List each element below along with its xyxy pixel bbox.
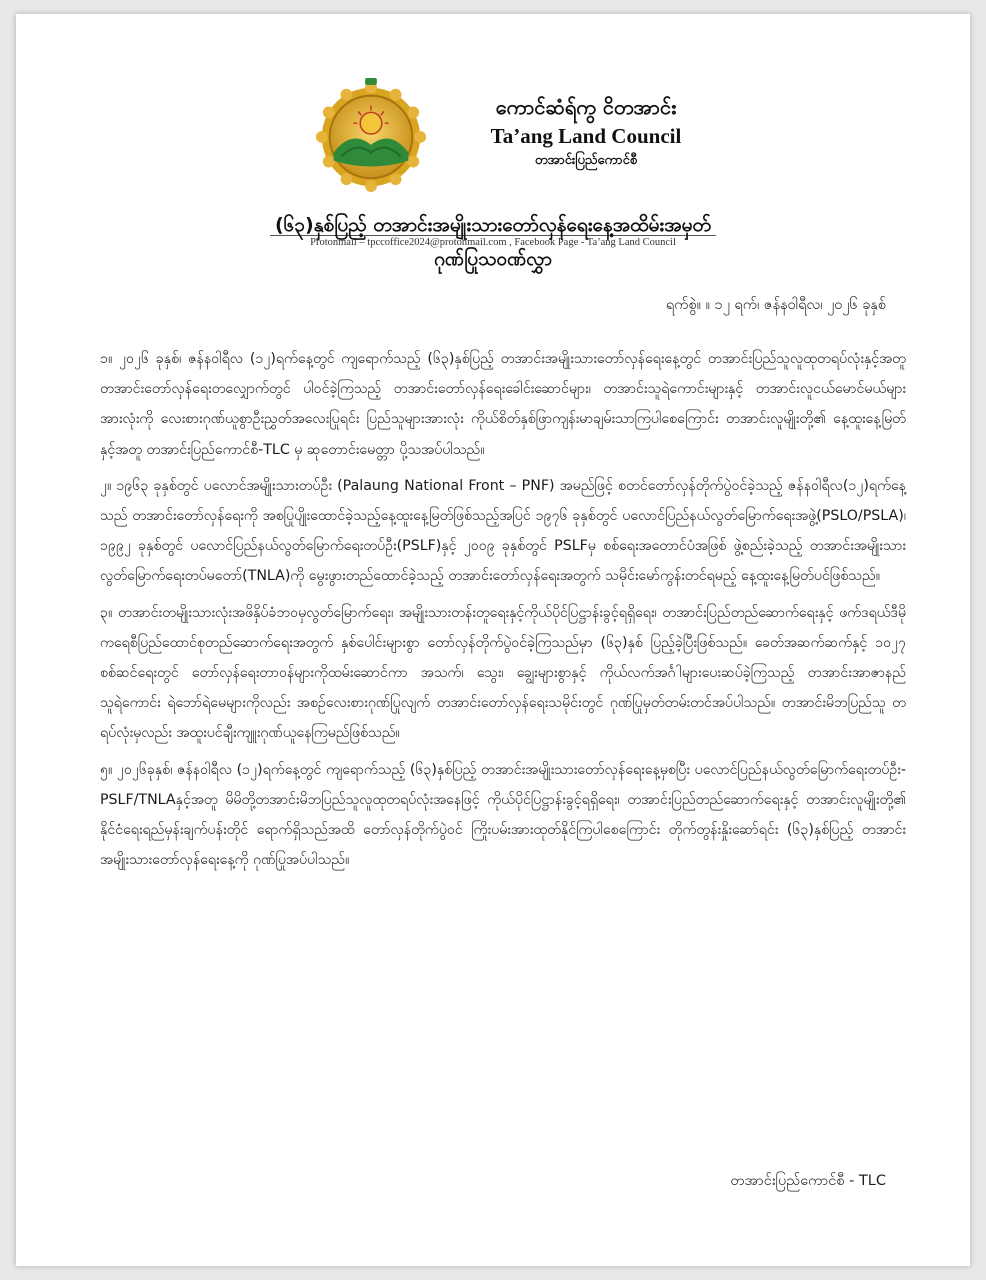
date-reference: ရက်စွဲ။ ။ ၁၂ ရက်၊ ဇန်နဝါရီလ၊ ၂၀၂၆ ခုနှစ် (665, 297, 886, 313)
paragraph-2: ၂။ ၁၉၆၃ ခုနှစ်တွင် ပလောင်အမျိုးသားတပ်ဦး (Palaung National Front – PNF) အမည်ဖြင့် စတင်တော်လှန်တိုက်ပွဲဝင်ခဲ့သည့် ဇန်နဝါရီလ(၁၂)ရက်နေ့သည် တအာင်းတော်လှန်ရေးကို အစပြုပျိုးထောင်ခဲ့သည့်နေ့ထူးနေ့မြတ်ဖြစ်သည့်အပြင် ၁၉၇၆ ခုနှစ်တွင် ပလောင်ပြည်နယ်လွတ်မြောက်ရေးအဖွဲ့(PSLO/PSLA)၊ ၁၉၉၂ ခုနှစ်တွင် ပလောင်ပြည်နယ်လွတ်မြောက်ရေးတပ်ဦး(PSLF)နှင့် ၂၀၀၉ ခုနှစ်တွင် PSLFမှ စစ်ရေးအတောင်ပံအဖြစ် ဖွဲ့စည်းခဲ့သည့် တအာင်းအမျိုးသားလွတ်မြောက်ရေးတပ်မတော်(TNLA)ကို မွေးဖွားတည်ထောင်ခဲ့သည့် တအာင်းတော်လှန်ရေးအတွက် သမိုင်းမော်ကွန်းတင်ရမည့် နေ့ထူးနေ့မြတ်ပင်ဖြစ်သည်။ (100, 477, 906, 585)
title-line-2: ဂုဏ်ပြုသဝဏ်လွှာ (434, 248, 552, 270)
council-seal-icon (312, 76, 430, 194)
signature-line: တအာင်းပြည်ကောင်စီ - TLC (730, 1173, 886, 1189)
document-body (100, 344, 906, 881)
paragraph-3: ၃။ တအာင်းတမျိုးသားလုံးအဖိနှိပ်ခံဘဝမှလွတ်မြောက်ရေး၊ အမျိုးသားတန်းတူရေးနှင့်ကိုယ်ပိုင်ပြဋ္ဌာန်းခွင့်ရရှိရေး၊ တအာင်းပြည်တည်ဆောက်ရေးနှင့် ဖက်ဒရယ်ဒီမိုကရေစီပြည်ထောင်စုတည်ဆောက်ရေးအတွက် နှစ်ပေါင်းများစွာ တော်လှန်တိုက်ပွဲဝင်ခဲ့ကြသည်မှာ (၆၃)နှစ် ပြည့်ခဲ့ပြီးဖြစ်သည်။ ခေတ်အဆက်ဆက်နှင့် ၁၀၂၇ စစ်ဆင်ရေးတွင် တော်လှန်ရေးတာဝန်များကိုထမ်းဆောင်ကာ အသက်၊ သွေး၊ ချွေးများစွာနှင့် ကိုယ်လက်အင်္ဂါများပေးဆပ်ခဲ့ကြသည့် တအာင်းအာဇာနည်သူရဲကောင်း ရဲဘော်ရဲမေများကိုလည်း အစဉ်လေးစားဂုဏ်ပြုလျက် တအာင်းတော်လှန်ရေးသမိုင်းတွင် ဂုဏ်ပြုမှတ်တမ်းတင်အပ်ပါသည်။ တအာင်းမိဘပြည်သူ တရပ်လုံးမှလည်း အထူးပင်ချီးကျူးဂုဏ်ယူနေကြမည်ဖြစ်သည်။ (100, 604, 906, 742)
contact-line: Protonmail – tpccoffice2024@protonmail.com , Facebook Page - Ta’ang Land Council (310, 237, 676, 248)
paragraph-4: ၅။ ၂၀၂၆ခုနှစ်၊ ဇန်နဝါရီလ (၁၂)ရက်နေ့တွင် ကျရောက်သည့် (၆၃)နှစ်ပြည့် တအာင်းအမျိုးသားတော်လှန်ရေးနေ့မှစပြီး ပလောင်ပြည်နယ်လွတ်မြောက်ရေးတပ်ဦး-PSLF/TNLAနှင့်အတူ မိမိတို့တအာင်းမိဘပြည်သူလူထုတရပ်လုံးအနေဖြင့် ကိုယ်ပိုင်ပြဋ္ဌာန်းခွင့်ရရှိရေး၊ တအာင်းပြည်တည်ဆောက်ရေးနှင့် တအာင်းလူမျိုးတို့၏ နိုင်ငံရေးရည်မှန်းချက်ပန်းတိုင် ရောက်ရှိသည်အထိ တော်လှန်တိုက်ပွဲဝင် ကြိုးပမ်းအားထုတ်နိုင်ကြပါစေကြောင်း တိုက်တွန်းနှိုးဆော်ရင်း (၆၃)နှစ်ပြည့် တအာင်းအမျိုးသားတော်လှန်ရေးနေ့ကို ဂုဏ်ပြုအပ်ပါသည်။ (100, 761, 906, 869)
title-line-1: (၆၃)နှစ်ပြည့် တအာင်းအမျိုးသားတော်လှန်ရေးနေ့အထိမ်းအမှတ် (275, 214, 711, 236)
organization-name (456, 92, 716, 172)
org-name-myanmar-secondary: တအာင်းပြည်ကောင်စီ (534, 153, 638, 168)
org-name-myanmar: ကောင်ဆံရ်ကွ ငိတအာင်း (495, 95, 677, 119)
paragraph-1: ၁။ ၂၀၂၆ ခုနှစ်၊ ဇန်နဝါရီလ (၁၂)ရက်နေ့တွင် ကျရောက်သည့် (၆၃)နှစ်ပြည့် တအာင်းအမျိုးသားတော်လှန်ရေးနေ့တွင် တအာင်းပြည်သူလူထုတရပ်လုံးနှင့်အတူ တအာင်းတော်လှန်ရေးတလျှောက်တွင် ပါဝင်ခဲ့ကြသည့် တအာင်းတော်လှန်ရေးခေါင်းဆောင်များ၊ တအာင်းသူရဲကောင်းများနှင့် တအာင်းလူငယ်မောင်မယ်များအားလုံးကို လေးစားဂုဏ်ယူစွာဦးညွှတ်အလေးပြုရင်း ပြည်သူများအားလုံး ကိုယ်စိတ်နှစ်ဖြာကျန်းမာချမ်းသာကြပါစေကြောင်း တအာင်းလူမျိုးတို့၏ နေ့ထူးနေ့မြတ်နှင့်အတူ တအာင်းပြည်ကောင်စီ-TLC မှ ဆုတောင်းမေတ္တာ ပို့သအပ်ပါသည်။ (100, 351, 906, 458)
document-page (16, 14, 970, 1266)
document-title (56, 208, 930, 276)
org-name-english: Ta’ang Land Council (490, 124, 682, 148)
letterhead (16, 66, 970, 206)
